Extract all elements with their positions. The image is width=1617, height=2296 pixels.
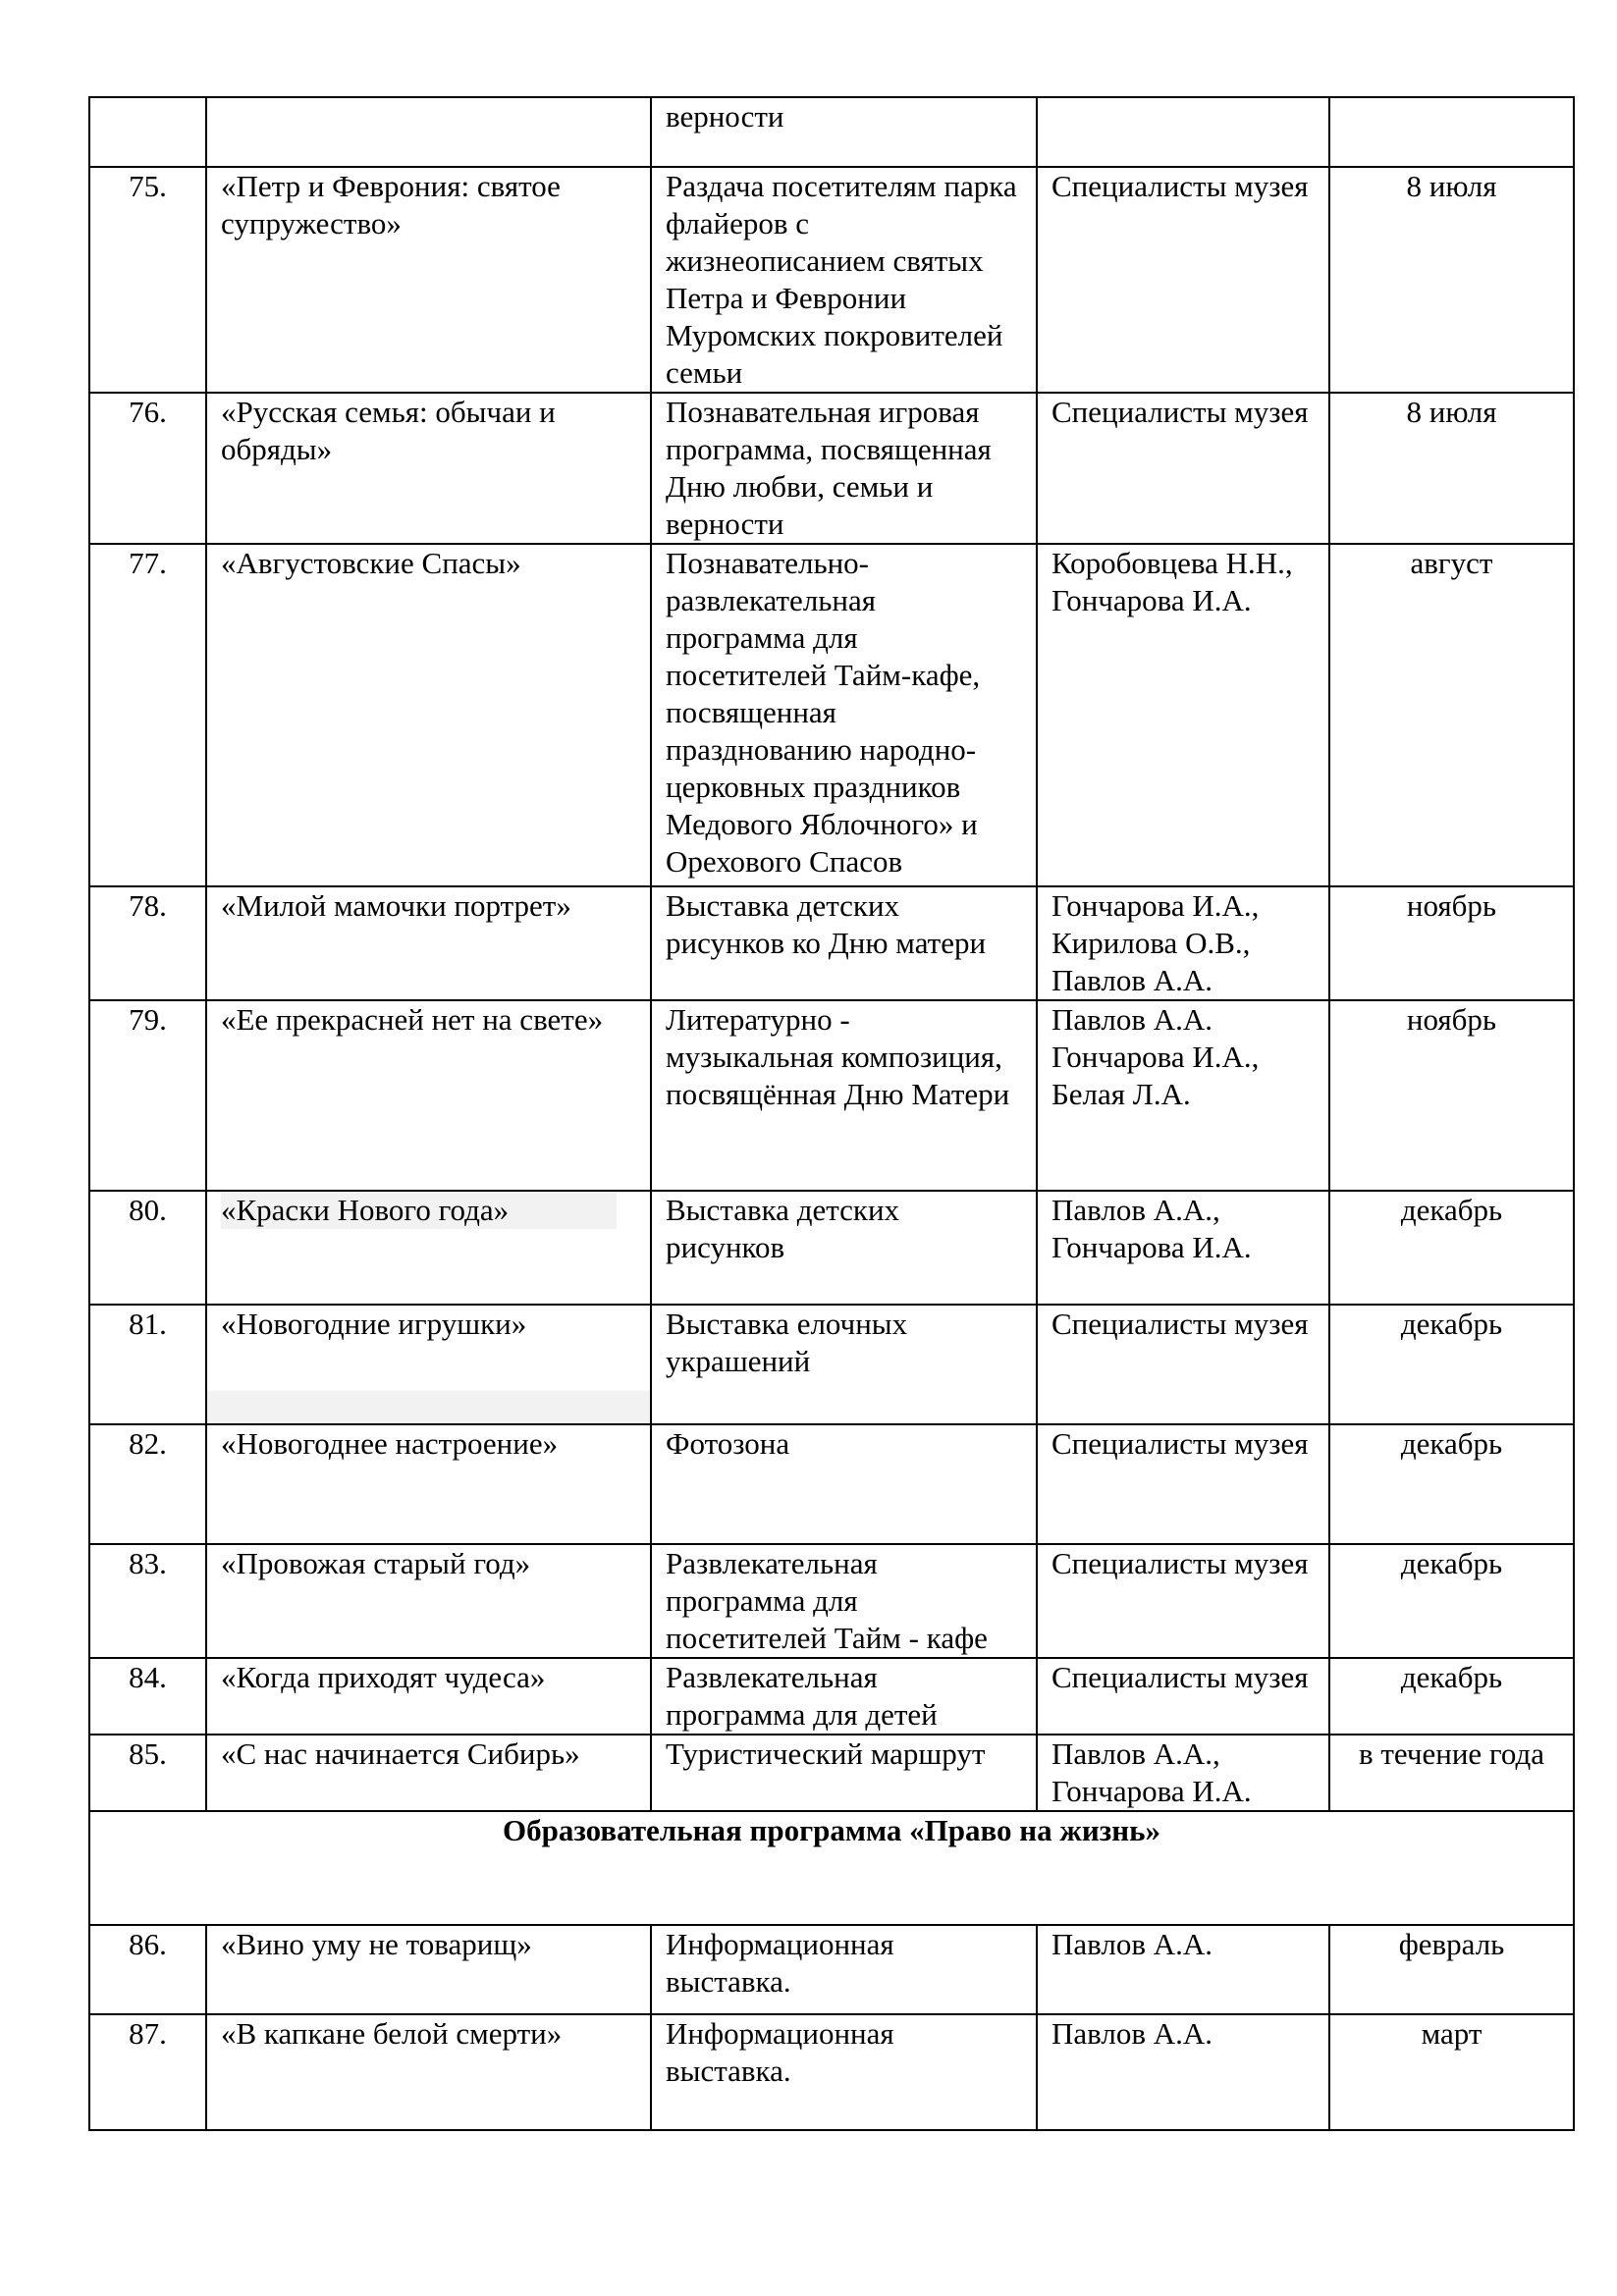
row-number-cell: 87.: [89, 2014, 206, 2130]
responsible-cell: Павлов А.А., Гончарова И.А.: [1037, 1191, 1329, 1305]
event-description-cell: Выставка елочных украшений: [651, 1305, 1037, 1424]
event-name-cell: «Новогодние игрушки»: [206, 1305, 651, 1424]
responsible-cell: Специалисты музея: [1037, 393, 1329, 544]
responsible-cell: Павлов А.А. Гончарова И.А., Белая Л.А.: [1037, 1000, 1329, 1191]
table-row: [89, 544, 1574, 886]
row-number-cell: 84.: [89, 1658, 206, 1735]
event-name-text: «Краски Нового года»: [221, 1192, 617, 1229]
table-row: [89, 1544, 1574, 1658]
events-table: [88, 96, 1575, 2131]
event-name-cell: «В капкане белой смерти»: [206, 2014, 651, 2130]
responsible-cell: Специалисты музея: [1037, 1305, 1329, 1424]
date-cell: март: [1329, 2014, 1574, 2130]
event-name-cell: «Ее прекрасней нет на свете»: [206, 1000, 651, 1191]
event-description-cell: Информационная выставка.: [651, 1925, 1037, 2014]
section-title: Образовательная программа «Право на жизнь»: [89, 1811, 1574, 1925]
event-name-cell: «Августовские Спасы»: [206, 544, 651, 886]
row-number-cell: 83.: [89, 1544, 206, 1658]
date-cell: ноябрь: [1329, 1000, 1574, 1191]
date-cell: в течение года: [1329, 1735, 1574, 1811]
table-row: [89, 1000, 1574, 1191]
event-name-cell: «Провожая старый год»: [206, 1544, 651, 1658]
row-number-cell: 80.: [89, 1191, 206, 1305]
date-cell: 8 июля: [1329, 167, 1574, 393]
event-name-cell: «Милой мамочки портрет»: [206, 886, 651, 1000]
event-description-cell: Выставка детских рисунков ко Дню матери: [651, 886, 1037, 1000]
table-row: [89, 1424, 1574, 1544]
date-cell: декабрь: [1329, 1544, 1574, 1658]
date-cell: ноябрь: [1329, 886, 1574, 1000]
date-cell: декабрь: [1329, 1305, 1574, 1424]
responsible-cell: Павлов А.А.: [1037, 2014, 1329, 2130]
event-description-cell: Туристический маршрут: [651, 1735, 1037, 1811]
responsible-cell: Павлов А.А.: [1037, 1925, 1329, 2014]
table-row: [89, 1305, 1574, 1424]
date-cell: декабрь: [1329, 1424, 1574, 1544]
responsible-cell: Павлов А.А., Гончарова И.А.: [1037, 1735, 1329, 1811]
responsible-cell: Гончарова И.А., Кирилова О.В., Павлов А.А.: [1037, 886, 1329, 1000]
table-row: [89, 1658, 1574, 1735]
event-name-cell: «Новогоднее настроение»: [206, 1424, 651, 1544]
event-description-cell: Познавательная игровая программа, посвященная Дню любви, семьи и верности: [651, 393, 1037, 544]
event-description-cell: Развлекательная программа для посетителей Тайм - кафе: [651, 1544, 1037, 1658]
event-description-cell: Познавательно-развлекательная программа для посетителей Тайм-кафе, посвященная празднованию народно-церковных праздников Медового Яблочного» и Орехового Спасов: [651, 544, 1037, 886]
section-header-row: [89, 1811, 1574, 1925]
responsible-cell: Специалисты музея: [1037, 167, 1329, 393]
row-number-cell: 85.: [89, 1735, 206, 1811]
responsible-cell: Коробовцева Н.Н., Гончарова И.А.: [1037, 544, 1329, 886]
date-cell: декабрь: [1329, 1658, 1574, 1735]
date-cell: февраль: [1329, 1925, 1574, 2014]
event-description-cell: Раздача посетителям парка флайеров с жизнеописанием святых Петра и Февронии Муромских покровителей семьи: [651, 167, 1037, 393]
event-name-cell: [206, 97, 651, 167]
event-description-cell: Литературно - музыкальная композиция, посвящённая Дню Матери: [651, 1000, 1037, 1191]
date-cell: [1329, 97, 1574, 167]
date-cell: 8 июля: [1329, 393, 1574, 544]
event-name-cell: «С нас начинается Сибирь»: [206, 1735, 651, 1811]
event-description-cell: Фотозона: [651, 1424, 1037, 1544]
event-description-cell: Развлекательная программа для детей: [651, 1658, 1037, 1735]
table-row: [89, 167, 1574, 393]
row-number-cell: 86.: [89, 1925, 206, 2014]
row-number-cell: 78.: [89, 886, 206, 1000]
event-name-cell: «Русская семья: обычаи и обряды»: [206, 393, 651, 544]
responsible-cell: Специалисты музея: [1037, 1544, 1329, 1658]
event-name-cell: «Когда приходят чудеса»: [206, 1658, 651, 1735]
responsible-cell: Специалисты музея: [1037, 1658, 1329, 1735]
event-description-cell: верности: [651, 97, 1037, 167]
row-number-cell: [89, 97, 206, 167]
date-cell: декабрь: [1329, 1191, 1574, 1305]
table-row: [89, 1191, 1574, 1305]
table-row: [89, 2014, 1574, 2130]
table-row: [89, 393, 1574, 544]
row-number-cell: 82.: [89, 1424, 206, 1544]
responsible-cell: Специалисты музея: [1037, 1424, 1329, 1544]
table-row: [89, 1735, 1574, 1811]
row-number-cell: 75.: [89, 167, 206, 393]
table-row: [89, 1925, 1574, 2014]
event-name-cell: [206, 1191, 651, 1305]
row-number-cell: 81.: [89, 1305, 206, 1424]
event-description-cell: Выставка детских рисунков: [651, 1191, 1037, 1305]
event-name-cell: «Петр и Феврония: святое супружество»: [206, 167, 651, 393]
date-cell: август: [1329, 544, 1574, 886]
event-description-cell: Информационная выставка.: [651, 2014, 1037, 2130]
row-number-cell: 77.: [89, 544, 206, 886]
event-name-cell: «Вино уму не товарищ»: [206, 1925, 651, 2014]
row-number-cell: 79.: [89, 1000, 206, 1191]
table-row-continuation: [89, 97, 1574, 167]
responsible-cell: [1037, 97, 1329, 167]
table-row: [89, 886, 1574, 1000]
row-number-cell: 76.: [89, 393, 206, 544]
